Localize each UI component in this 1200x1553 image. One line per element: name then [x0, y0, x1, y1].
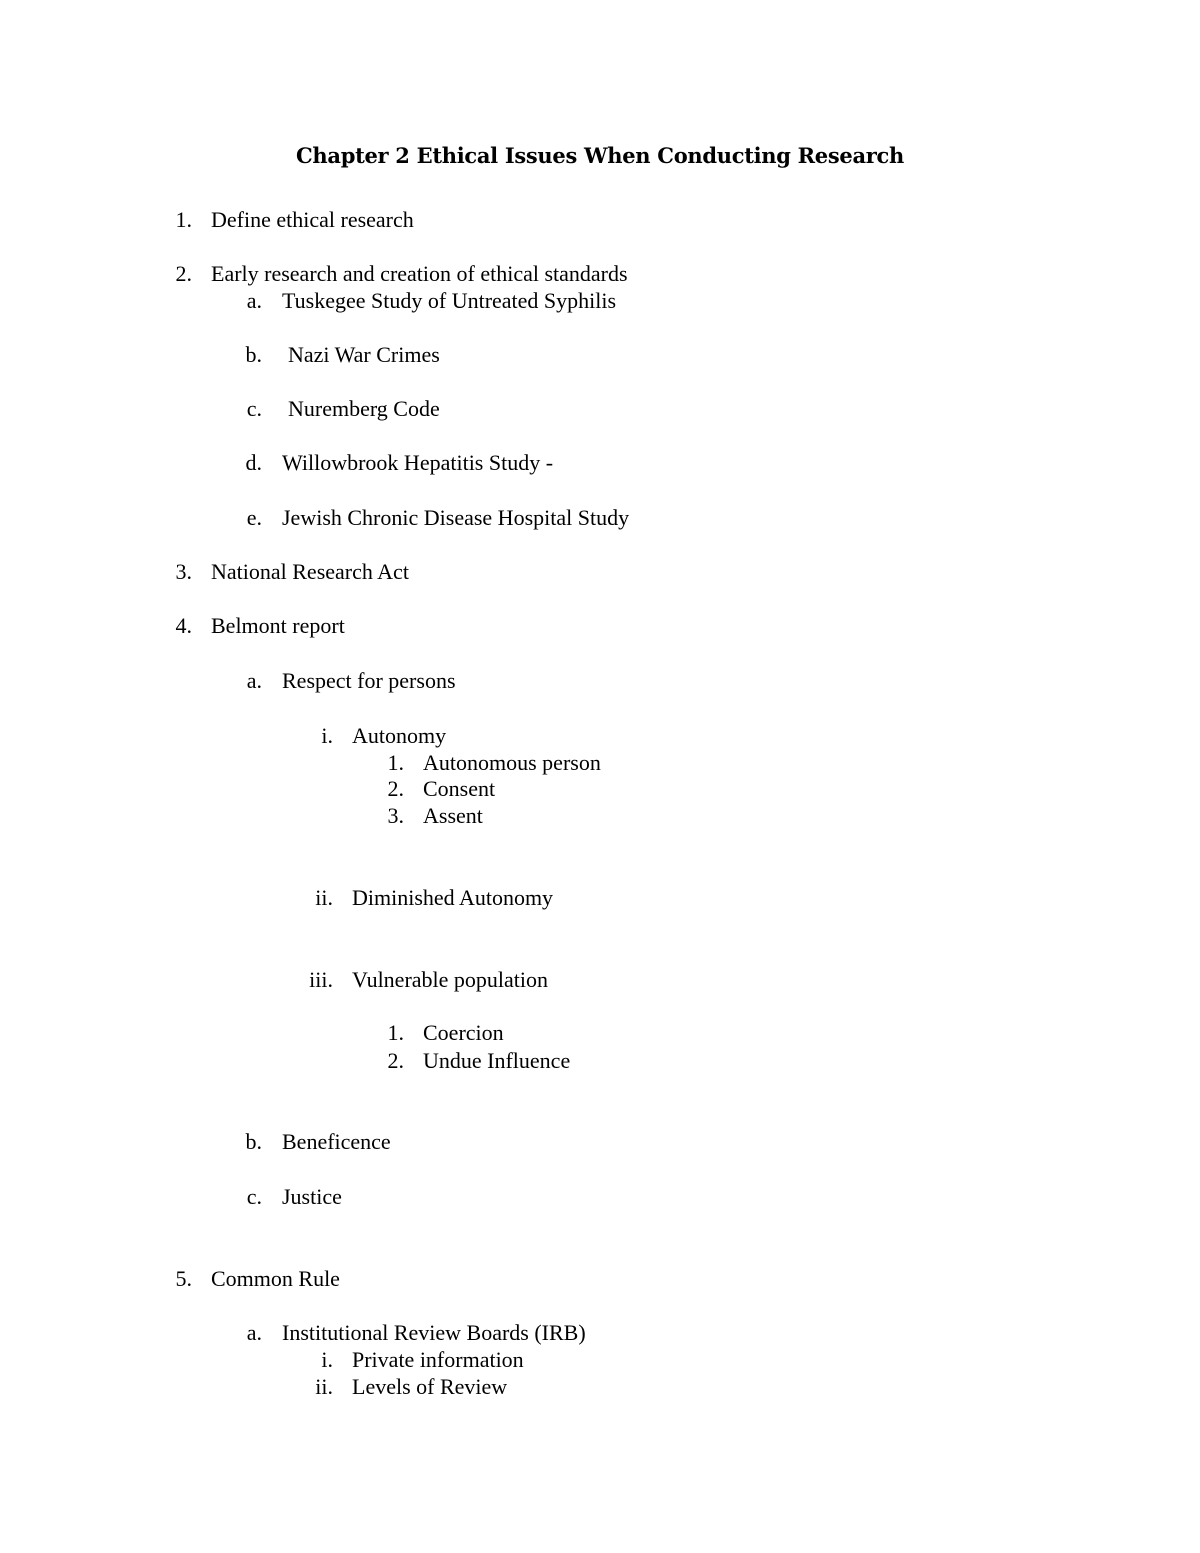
outline-text: Beneficence: [282, 1129, 391, 1154]
outline-item-4b: [0, 1128, 1200, 1156]
outline-marker: i.: [321, 1347, 333, 1372]
outline-marker: 1.: [175, 207, 192, 232]
outline-item-2a: [0, 287, 1200, 315]
outline-text: Undue Influence: [423, 1048, 571, 1073]
outline-item-4a-iii: [0, 966, 1200, 994]
outline-marker: ii.: [315, 1374, 333, 1399]
outline-item-4a-iii-2: [0, 1047, 1200, 1075]
outline-item-2e: [0, 504, 1200, 532]
outline-item-4a-ii: [0, 884, 1200, 912]
outline-item-4c: [0, 1183, 1200, 1211]
outline-marker: a.: [246, 288, 262, 313]
outline-text: Diminished Autonomy: [352, 885, 554, 910]
outline-marker: c.: [246, 1184, 262, 1209]
outline-text: Vulnerable population: [352, 967, 549, 992]
outline-item-4a-i-3: [0, 802, 1200, 830]
outline-text: Private information: [352, 1347, 524, 1372]
outline-text: Justice: [282, 1184, 342, 1209]
outline-item-2: [0, 260, 1200, 288]
outline-text: Coercion: [423, 1020, 504, 1045]
outline-item-4a-i: [0, 722, 1200, 750]
outline-text: Consent: [423, 776, 496, 801]
outline-marker: 2.: [387, 1048, 404, 1073]
outline-marker: 3.: [175, 559, 192, 584]
outline-marker: 1.: [387, 750, 404, 775]
outline-item-4a: [0, 667, 1200, 695]
outline-text: Institutional Review Boards (IRB): [282, 1320, 586, 1345]
outline-item-5: [0, 1265, 1200, 1293]
outline-item-4a-i-2: [0, 775, 1200, 803]
outline-marker: b.: [245, 342, 262, 367]
outline-text: Autonomous person: [423, 750, 601, 775]
outline-marker: a.: [246, 1320, 262, 1345]
outline-text: Jewish Chronic Disease Hospital Study: [282, 505, 630, 530]
outline-item-5a: [0, 1319, 1200, 1347]
outline-item-5a-i: [0, 1346, 1200, 1374]
outline-marker: i.: [321, 723, 333, 748]
outline-item-2b: [0, 341, 1200, 369]
outline-marker: c.: [246, 396, 262, 421]
outline-item-1: [0, 206, 1200, 234]
outline-text: Nuremberg Code: [288, 396, 440, 421]
outline-text: Autonomy: [352, 723, 447, 748]
outline-marker: a.: [246, 668, 262, 693]
page-title: Chapter 2 Ethical Issues When Conducting Research: [296, 143, 904, 168]
outline-text: Assent: [423, 803, 483, 828]
outline-text: Nazi War Crimes: [288, 342, 440, 367]
outline-text: Define ethical research: [211, 207, 414, 232]
outline-marker: d.: [245, 450, 262, 475]
outline-item-2c: [0, 395, 1200, 423]
outline-item-5a-ii: [0, 1373, 1200, 1401]
outline-marker: e.: [246, 505, 262, 530]
outline-marker: 2.: [175, 261, 192, 286]
outline-text: Tuskegee Study of Untreated Syphilis: [282, 288, 617, 313]
outline-marker: 5.: [175, 1266, 192, 1291]
outline-text: National Research Act: [211, 559, 409, 584]
outline-text: Respect for persons: [282, 668, 456, 693]
outline-item-4a-i-1: [0, 749, 1200, 777]
outline-text: Willowbrook Hepatitis Study -: [282, 450, 554, 475]
outline-text: Common Rule: [211, 1266, 340, 1291]
outline-text: Early research and creation of ethical standards: [211, 261, 628, 286]
outline-item-3: [0, 558, 1200, 586]
outline-marker: 2.: [387, 776, 404, 801]
outline-marker: 1.: [387, 1020, 404, 1045]
outline-text: Levels of Review: [352, 1374, 508, 1399]
outline-item-2d: [0, 449, 1200, 477]
outline-marker: 3.: [387, 803, 404, 828]
outline-item-4a-iii-1: [0, 1019, 1200, 1047]
outline-marker: iii.: [309, 967, 333, 992]
outline-marker: 4.: [175, 613, 192, 638]
outline-marker: ii.: [315, 885, 333, 910]
outline-item-4: [0, 612, 1200, 640]
outline-marker: b.: [245, 1129, 262, 1154]
outline-text: Belmont report: [211, 613, 345, 638]
